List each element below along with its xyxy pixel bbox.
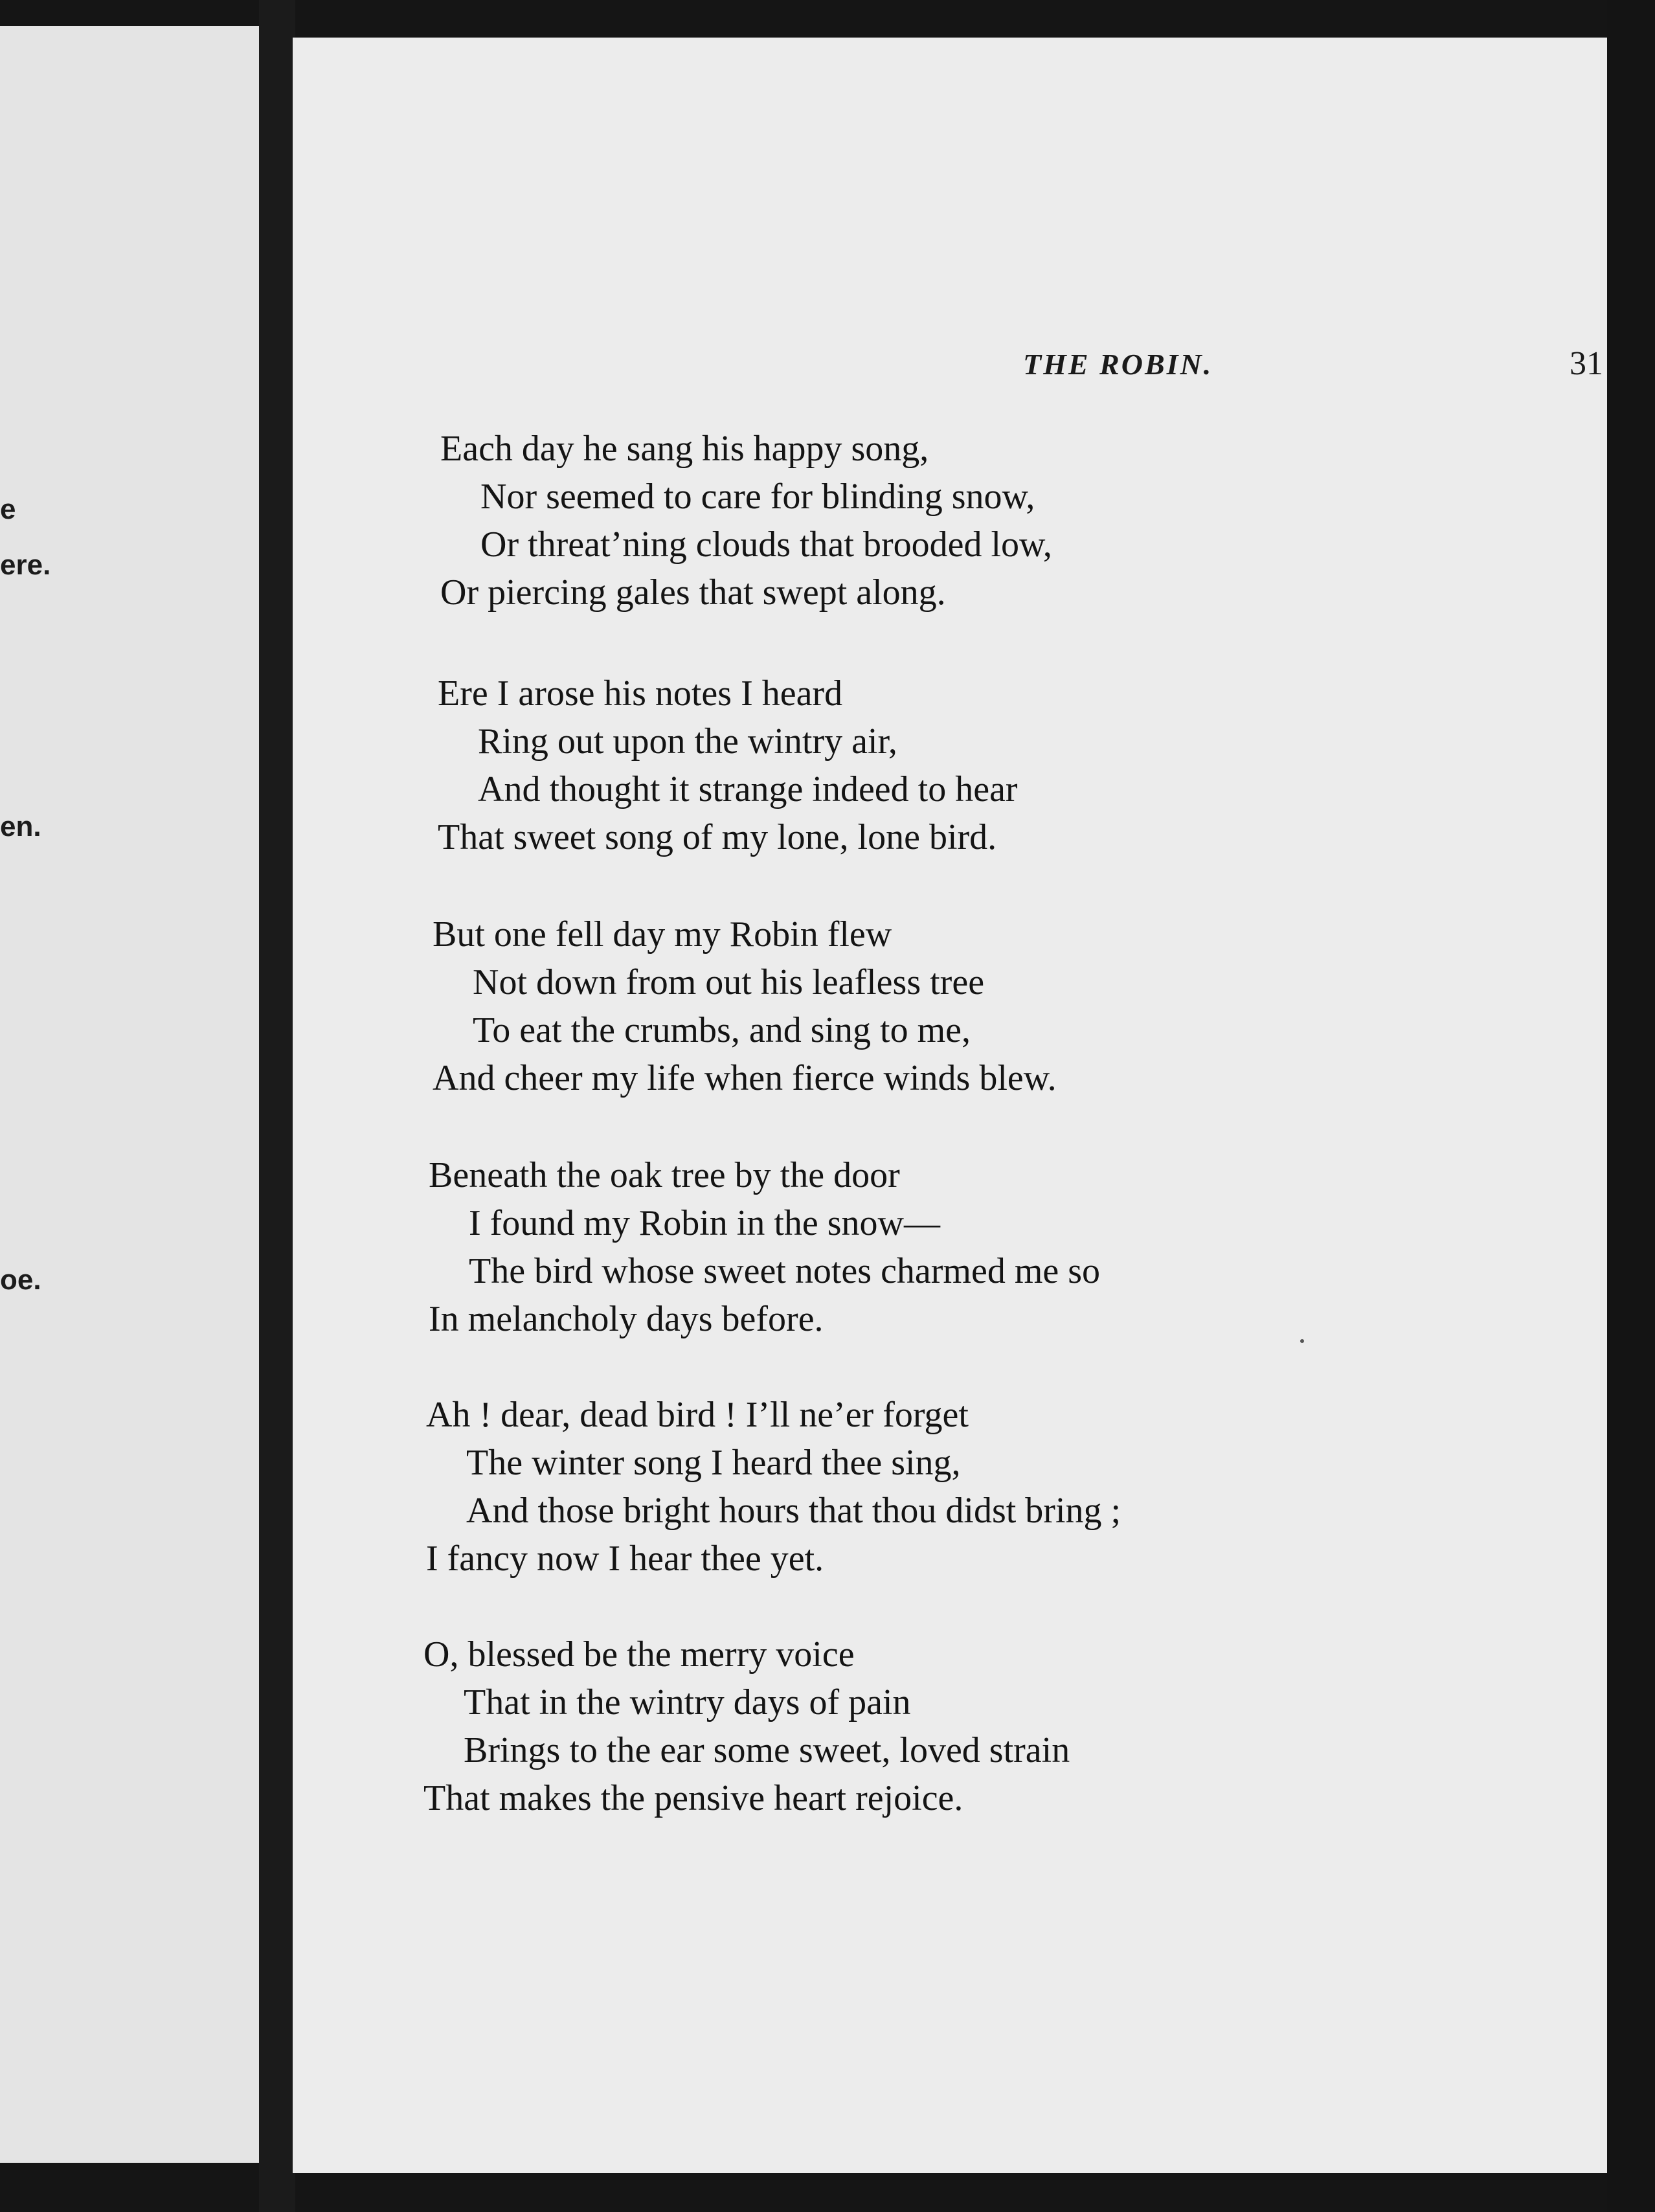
running-title: THE ROBIN.: [1023, 348, 1213, 381]
poem-line: Not down from out his leafless tree: [473, 962, 985, 1002]
poem-line: Ah ! dear, dead bird ! I’ll ne’er forget: [426, 1395, 969, 1435]
facing-page-fragment: oe.: [0, 1264, 41, 1296]
poem-line: In melancholy days before.: [429, 1299, 824, 1339]
poem-line: Or threat’ning clouds that brooded low,: [480, 525, 1052, 565]
stanza: [440, 425, 1052, 616]
paper-speck: [1300, 1339, 1304, 1343]
poem-line: And those bright hours that thou didst bring ;: [466, 1491, 1121, 1531]
stanza: [429, 1151, 1100, 1343]
facing-page-fragment: ere.: [0, 549, 51, 581]
facing-page-fragment: en.: [0, 811, 41, 842]
facing-page: [0, 26, 259, 2163]
poem-line: That sweet song of my lone, lone bird.: [438, 817, 997, 857]
poem-line: Each day he sang his happy song,: [440, 429, 929, 469]
page-edge-shadow: [1607, 0, 1655, 2212]
poem-line: Ring out upon the wintry air,: [478, 721, 897, 762]
poem-line: Or piercing gales that swept along.: [440, 572, 946, 613]
stanza: [433, 910, 1057, 1102]
poem-line: To eat the crumbs, and sing to me,: [473, 1010, 971, 1050]
stanza: [423, 1631, 1070, 1822]
poem-line: Beneath the oak tree by the door: [429, 1155, 900, 1195]
stanza: [426, 1391, 1121, 1583]
poem-line: I fancy now I hear thee yet.: [426, 1539, 824, 1579]
poem-line: Ere I arose his notes I heard: [438, 673, 843, 714]
poem-line: And cheer my life when fierce winds blew.: [433, 1058, 1057, 1098]
poem-line: But one fell day my Robin flew: [433, 914, 892, 954]
book-page: [293, 38, 1607, 2173]
page-number: 31: [1570, 345, 1603, 382]
poem-line: That makes the pensive heart rejoice.: [423, 1778, 963, 1818]
poem-line: The winter song I heard thee sing,: [466, 1443, 961, 1483]
book-gutter: [259, 0, 295, 2212]
stanza: [438, 670, 1018, 861]
poem-line: That in the wintry days of pain: [464, 1682, 911, 1722]
poem-line: I found my Robin in the snow—: [469, 1203, 940, 1243]
poem-line: The bird whose sweet notes charmed me so: [469, 1251, 1101, 1291]
poem-line: O, blessed be the merry voice: [423, 1634, 855, 1675]
poem-line: Brings to the ear some sweet, loved strain: [464, 1730, 1070, 1770]
facing-page-fragment: e: [0, 493, 16, 525]
poem-line: Nor seemed to care for blinding snow,: [480, 477, 1035, 517]
poem-line: And thought it strange indeed to hear: [478, 769, 1018, 809]
